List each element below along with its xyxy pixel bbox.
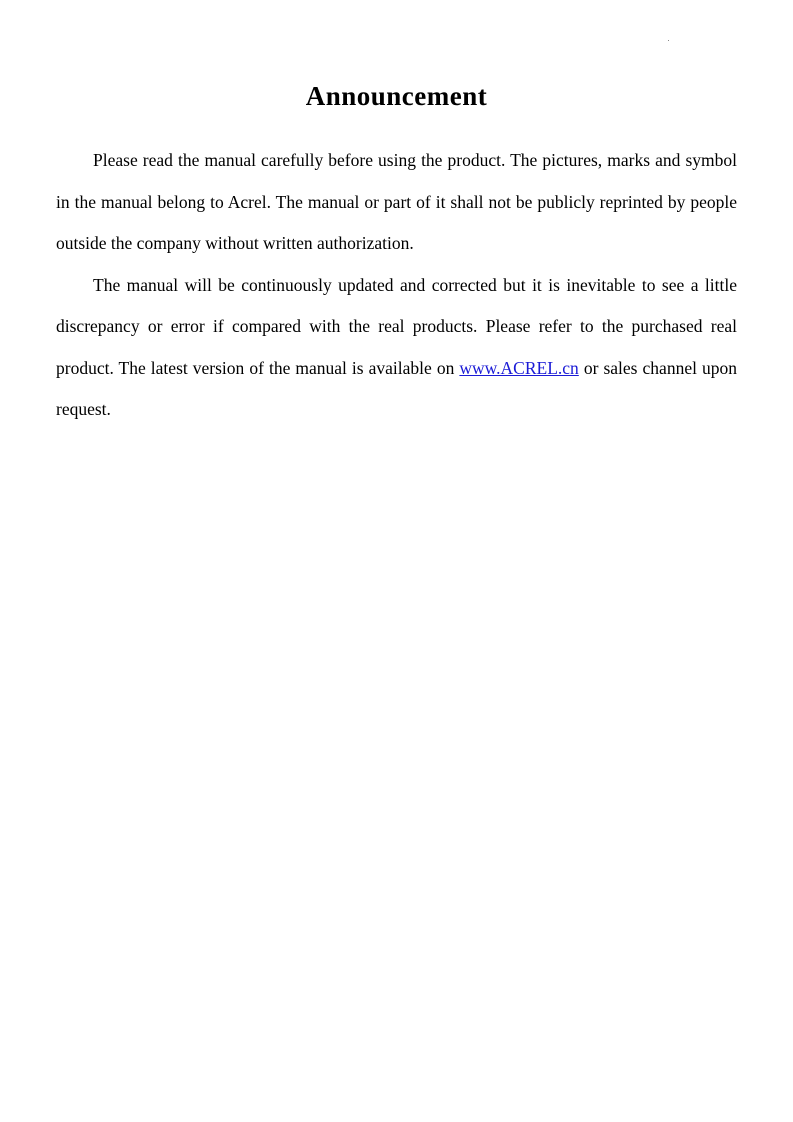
acrel-website-link[interactable]: www.ACREL.cn <box>459 357 579 378</box>
paragraph-updates-tail: or sales channel upon request. <box>56 357 737 419</box>
paragraph-copyright: Please read the manual carefully before using the product. The pictures, marks and symbol in the manual belong to Acrel. The manual or part of it shall not be publicly reprinted by people outside the company without written authorization. <box>56 150 737 253</box>
page-title: Announcement <box>305 81 488 112</box>
announcement-body <box>56 140 737 431</box>
page-mark <box>668 40 669 41</box>
paragraph-updates <box>56 265 737 431</box>
paragraph-updates-text: The manual will be continuously updated and corrected but it is inevitable to see a little discrepancy or error if compared with the real products. Please refer to the purchased real product. The latest version of the manual is available on <box>56 274 737 378</box>
